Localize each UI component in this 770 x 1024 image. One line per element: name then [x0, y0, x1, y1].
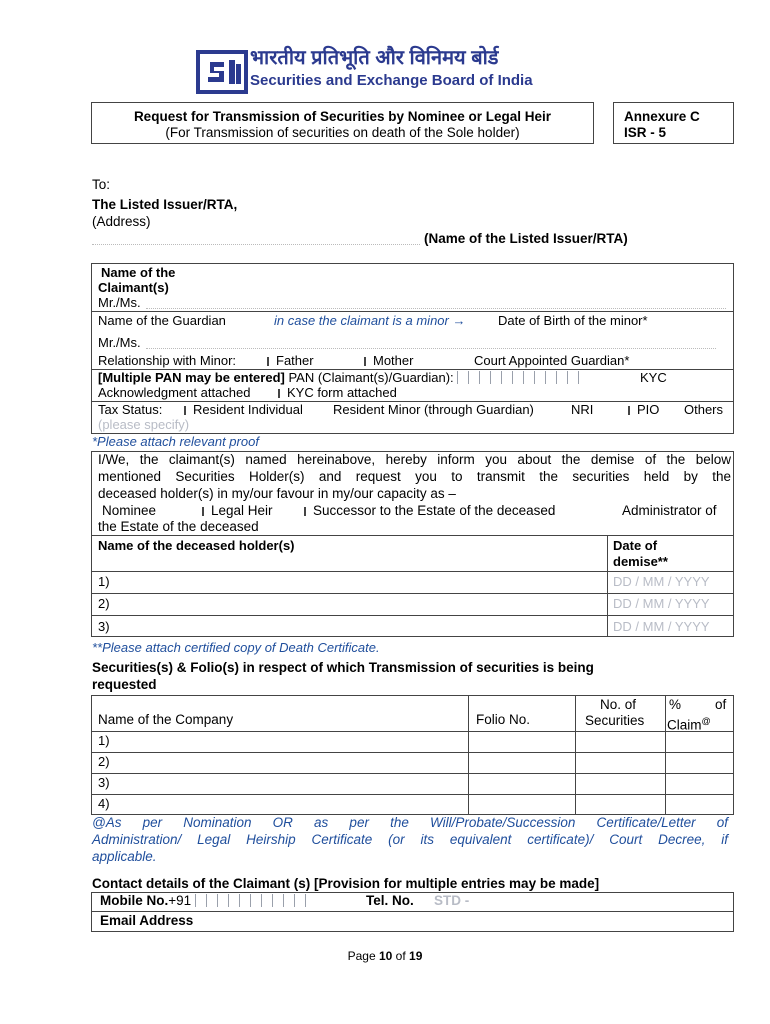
nominee-option[interactable]: Nominee — [102, 503, 157, 518]
tax-status-label: Tax Status: — [98, 402, 163, 417]
attach-proof-note: *Please attach relevant proof — [92, 434, 259, 449]
no-securities-header-1: No. of — [600, 697, 637, 712]
contact-heading: Contact details of the Claimant (s) [Provision for multiple entries may be made] — [92, 876, 600, 891]
legal-heir-option[interactable]: Legal Heir — [198, 503, 273, 519]
claimant-name-field[interactable] — [146, 308, 726, 309]
claimant-name-heading: Name of the — [101, 265, 176, 280]
demise-date-1[interactable]: DD / MM / YYYY — [613, 574, 710, 589]
form-title-box — [91, 102, 594, 144]
securities-row-4: 4) — [98, 796, 110, 811]
mobile-prefix: +91 — [168, 893, 192, 908]
resident-individual-option[interactable]: Resident Individual — [180, 402, 303, 418]
no-securities-header-2: Securities — [585, 713, 645, 728]
pan-input[interactable] — [457, 371, 581, 384]
guardian-salutation: Mr./Ms. — [98, 335, 141, 350]
annexure-box — [613, 102, 734, 144]
claim-basis-note-2: Administration/ Legal Heirship Certificate (or its equivalent certificate)/ Court Decree, if — [92, 832, 728, 847]
pan-label: PAN (Claimant(s)/Guardian): — [288, 370, 454, 385]
issuer-name-label: (Name of the Listed Issuer/RTA) — [424, 231, 628, 246]
securities-heading-1: Securities(s) & Folio(s) in respect of which Transmission of securities is being — [92, 660, 594, 675]
claimant-name-heading-2: Claimant(s) — [98, 280, 169, 295]
securities-row-2: 2) — [98, 754, 110, 769]
securities-heading-2: requested — [92, 677, 157, 692]
mother-checkbox[interactable] — [364, 357, 366, 366]
to-label: To: — [92, 177, 111, 192]
intimation-line-1: I/We, the claimant(s) named hereinabove, hereby inform you about the demise of the below — [98, 452, 731, 467]
securities-row-1: 1) — [98, 733, 110, 748]
guardian-name-field[interactable] — [146, 348, 716, 349]
company-name-header: Name of the Company — [98, 712, 234, 727]
kyc-form-checkbox[interactable] — [278, 389, 280, 398]
successor-option[interactable]: Successor to the Estate of the deceased — [300, 503, 555, 519]
death-certificate-note: **Please attach certified copy of Death Certificate. — [92, 640, 380, 655]
deceased-name-header: Name of the deceased holder(s) — [98, 538, 295, 553]
sebi-logo — [196, 46, 576, 96]
mobile-input[interactable] — [195, 894, 307, 907]
pct-claim-header-of: of — [715, 697, 727, 712]
std-field[interactable]: STD - — [434, 893, 470, 908]
deceased-row-3: 3) — [98, 619, 110, 634]
intimation-line-2: mentioned Securities Holder(s) and request you to transmit the securities held by the — [98, 469, 731, 484]
mobile-row — [100, 893, 307, 909]
form-title: Request for Transmission of Securities by Nominee or Legal Heir — [133, 109, 552, 124]
page-number: Page 10 of 19 — [347, 949, 423, 963]
tel-label: Tel. No. — [366, 893, 414, 908]
relationship-label: Relationship with Minor: — [98, 353, 237, 368]
form-subtitle: (For Transmission of securities on death of the Sole holder) — [165, 125, 520, 140]
court-guardian-option[interactable]: Court Appointed Guardian* — [474, 353, 630, 368]
others-specify-field[interactable]: (please specify) — [98, 417, 190, 432]
mobile-label: Mobile No. — [100, 893, 169, 908]
others-option[interactable]: Others — [684, 402, 724, 417]
successor-checkbox[interactable] — [304, 507, 306, 516]
pan-row — [98, 370, 581, 386]
isr-label: ISR - 5 — [624, 125, 667, 140]
resident-checkbox[interactable] — [184, 406, 186, 415]
administrator-option[interactable]: Administrator of — [622, 503, 717, 518]
claimant-salutation: Mr./Ms. — [98, 295, 141, 310]
logo-hindi: भारतीय प्रतिभूति और विनिमय बोर्ड — [250, 47, 499, 69]
nri-option[interactable]: NRI — [571, 402, 594, 417]
pan-multiple-note: [Multiple PAN may be entered] — [98, 370, 285, 385]
folio-header: Folio No. — [476, 712, 531, 727]
demise-date-header-1: Date of — [613, 538, 658, 553]
pio-checkbox[interactable] — [628, 406, 630, 415]
issuer-name-field[interactable] — [92, 244, 420, 245]
demise-date-3[interactable]: DD / MM / YYYY — [613, 619, 710, 634]
minor-dob-label: Date of Birth of the minor* — [498, 313, 648, 328]
pct-claim-header-1: % — [669, 697, 682, 712]
claim-basis-note-3: applicable. — [92, 849, 157, 864]
pct-claim-header-2: Claim@ — [667, 716, 711, 733]
demise-date-2[interactable]: DD / MM / YYYY — [613, 596, 710, 611]
mother-option[interactable]: Mother — [360, 353, 413, 369]
guardian-label: Name of the Guardian — [98, 313, 226, 328]
resident-minor-option[interactable]: Resident Minor (through Guardian) — [333, 402, 534, 417]
deceased-row-1: 1) — [98, 574, 110, 589]
estate-label: the Estate of the deceased — [98, 519, 259, 534]
claim-basis-note-1: @As per Nomination OR as per the Will/Probate/Succession Certificate/Letter of — [92, 815, 728, 830]
email-label: Email Address — [100, 913, 194, 928]
minor-note: in case the claimant is a minor → — [274, 313, 466, 328]
kyc-ack-label: Acknowledgment attached — [98, 385, 251, 400]
securities-row-3: 3) — [98, 775, 110, 790]
intimation-line-3: deceased holder(s) in my/our favour in my/our capacity as – — [98, 486, 456, 501]
annexure-label: Annexure C — [624, 109, 700, 124]
father-checkbox[interactable] — [267, 357, 269, 366]
sebi-logo-mark — [196, 50, 248, 94]
legal-heir-checkbox[interactable] — [202, 507, 204, 516]
kyc-label: KYC — [640, 370, 667, 385]
issuer-label: The Listed Issuer/RTA, — [92, 197, 238, 212]
deceased-row-2: 2) — [98, 596, 110, 611]
father-option[interactable]: Father — [263, 353, 314, 369]
address-label: (Address) — [92, 214, 151, 229]
demise-date-header-2: demise** — [613, 554, 668, 569]
pio-option[interactable]: PIO — [624, 402, 659, 418]
kyc-form-option[interactable]: KYC form attached — [274, 385, 397, 401]
logo-english: Securities and Exchange Board of India — [250, 72, 533, 89]
